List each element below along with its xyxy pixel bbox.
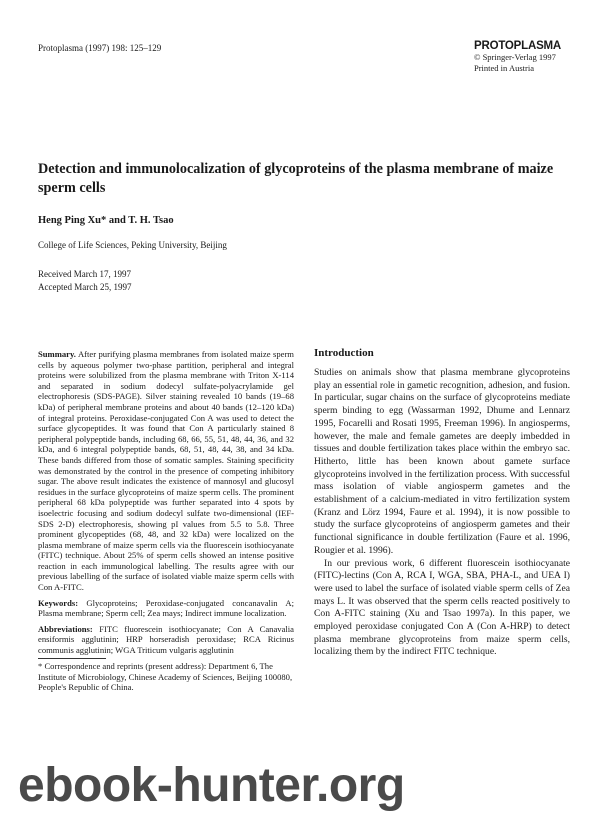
abbreviations-text: FITC fluorescein isothiocyanate; Con A Canavalia ensiformis agglutinin; HRP horseradish peroxidase; RCA Ricinus communis agglutinin; WGA Triticum vulgaris agglutinin — [38, 623, 294, 656]
journal-citation: Protoplasma (1997) 198: 125–129 — [38, 43, 162, 53]
intro-paragraph-1: Studies on animals show that plasma membrane glycoproteins play an essential role in gametic recognition, adhesion, and fusion. In particular, sugar chains on the surface of glycoproteins mediate sperm binding to egg (Wassarman 1992, Dhume and Lennarz 1995, Focarelli and Rosati 1995, Freeman 1996). In angiosperms, however, the male and female gametes are deeply imbedded in tissues and double fertilization takes place within the embryo sac. Hitherto, little has been known about gamete surface glycoproteins involved in the fertilization process. With successful mass isolation of viable angiosperm gametes and the establishment of a calcium-mediated in vitro fertilization system (Kranz and Lörz 1994, Faure et al. 1994), it is now possible to study the surface glycoproteins of angiosperm gametes and their functional significance in double fertilization (Faure et al. 1996, Rougier et al. 1996). — [314, 367, 570, 556]
article-dates — [38, 268, 131, 293]
summary-paragraph — [38, 349, 294, 593]
keywords-paragraph — [38, 598, 294, 619]
introduction-body — [314, 367, 570, 659]
keywords-label: Keywords: — [38, 597, 79, 608]
abbreviations-paragraph — [38, 624, 294, 656]
summary-text: After purifying plasma membranes from isolated maize sperm cells by aqueous polymer two-phase partition, peripheral and integral proteins were solubilized from the plasma membrane with Triton X-114 and separated in sodium dodecyl sulfate-polyacrylamide gel electrophoresis (SDS-PAGE). Silver staining revealed 10 bands (19–68 kDa) of peripheral membrane proteins and about 40 bands (12–120 kDa) of integral proteins. Peroxidase-conjugated Con A was used to detect the surface glycopeptides. It was found that Con A particularly stained 8 peripheral polypeptide bands, including 68, 66, 55, 51, 48, 44, 36, and 32 kDa, and 6 integral polypeptide bands, 68, 51, 48, 44, 38, and 34 kDa. These bands differed from those of somatic samples. Staining specificity was demonstrated by the control in the presence of competing inhibitory sugar. The above result indicates the existence of mannosyl and glucosyl residues in the surface glycoproteins of maize sperm cells. The prominent peripheral 68 kDa polypeptide was further separated into 4 spots by isoelectric focusing and sodium dodecyl sulfate two-dimensional (IEF-SDS 2-D) electrophoresis, showing pI values from 5.5 to 5.8. Three prominent glycopeptides (68, 48, and 32 kDa) were localized on the plasma membrane of maize sperm cells via the fluorescein isothiocyanate (FITC) technique. About 25% of sperm cells showed an intense positive reaction in each immunological labelling. The results agree with our previous labelling of the surface of isolated viable maize sperm cells with Con A-FITC. — [38, 349, 294, 593]
article-title: Detection and immunolocalization of glycoproteins of the plasma membrane of maize sperm cells — [38, 161, 554, 196]
footnote-divider — [38, 658, 106, 659]
received-date: Received March 17, 1997 — [38, 269, 131, 279]
introduction-section — [314, 347, 570, 659]
summary-label: Summary. — [38, 349, 76, 359]
article-affiliation: College of Life Sciences, Peking University, Beijing — [38, 240, 227, 250]
watermark-text: ebook-hunter.org — [18, 759, 405, 812]
copyright-line: © Springer-Verlag 1997 — [474, 52, 556, 62]
abstract-column — [38, 349, 294, 661]
keywords-text: Glycoproteins; Peroxidase-conjugated concanavalin A; Plasma membrane; Sperm cell; Zea mays; Indirect immune localization. — [38, 597, 294, 619]
introduction-heading: Introduction — [314, 347, 374, 359]
printed-line: Printed in Austria — [474, 63, 534, 73]
abbreviations-label: Abbreviations: — [38, 623, 93, 634]
intro-paragraph-2: In our previous work, 6 different fluorescein isothiocyanate (FITC)-lectins (Con A, RCA I, WGA, SBA, PHA-L, and UEA I) were used to label the surface of isolated viable sperm cells of Zea mays L. It was observed that the sperm cells reacted positively to Con A-FITC staining (Xu and Tsao 1997a). In this paper, we employed peroxidase conjugated Con A (Con A-HRP) to detect plasma membrane glycoproteins from maize sperm cells, localizing them by the indirect FITC technique. — [314, 557, 570, 658]
journal-name: PROTOPLASMA — [474, 40, 562, 52]
correspondence-footnote: * Correspondence and reprints (present address): Department 6, The Institute of Microbiology, Chinese Academy of Sciences, Beijing 100080, People's Republic of China. — [38, 661, 293, 693]
article-authors: Heng Ping Xu* and T. H. Tsao — [38, 215, 174, 226]
accepted-date: Accepted March 25, 1997 — [38, 281, 132, 292]
journal-brand — [474, 40, 570, 74]
